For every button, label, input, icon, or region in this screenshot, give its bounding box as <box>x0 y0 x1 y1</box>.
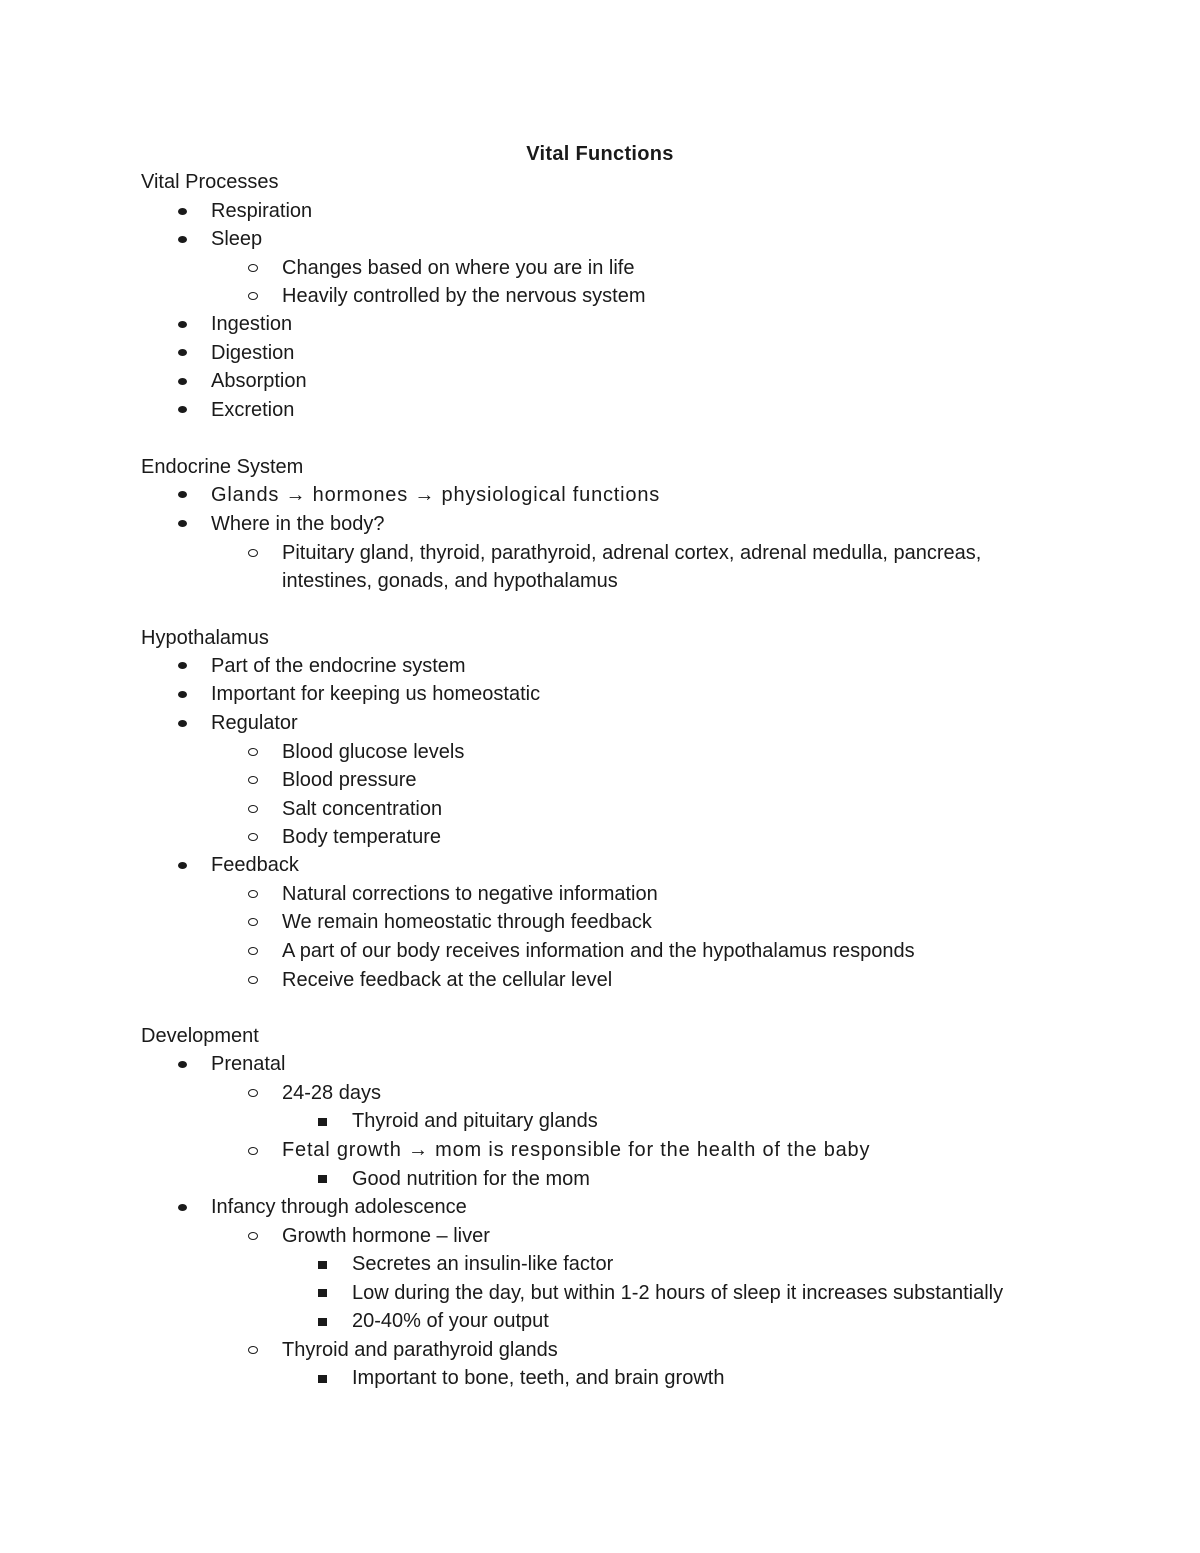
bullet-icon <box>178 1204 187 1211</box>
list-item: Ingestion <box>211 313 293 335</box>
sub-list-item: Fetal growth → mom is responsible for the health of the baby <box>282 1139 871 1161</box>
bullet-icon <box>178 862 187 869</box>
hollow-bullet-icon <box>248 1346 258 1354</box>
bullet-icon <box>178 378 187 385</box>
list-item: Excretion <box>211 399 295 421</box>
square-bullet-icon <box>318 1289 327 1297</box>
sub-list-item: Salt concentration <box>282 798 443 820</box>
list-item: Regulator <box>211 712 298 734</box>
list-item: Glands → hormones → physiological functions <box>211 484 661 506</box>
square-bullet-icon <box>318 1318 327 1326</box>
bullet-icon <box>178 720 187 727</box>
list-item: Prenatal <box>211 1053 286 1075</box>
hollow-bullet-icon <box>248 264 258 272</box>
list-item: Important for keeping us homeostatic <box>211 683 541 705</box>
sub-list-item: A part of our body receives information and the hypothalamus responds <box>282 940 915 962</box>
hollow-bullet-icon <box>248 1089 258 1097</box>
list-item: Part of the endocrine system <box>211 655 466 677</box>
hollow-bullet-icon <box>248 833 258 841</box>
page-title: Vital Functions <box>526 143 674 165</box>
sub-sub-list-item: Low during the day, but within 1-2 hours of sleep it increases substantially <box>352 1282 1004 1304</box>
bullet-icon <box>178 208 187 215</box>
sub-list-item-continuation: intestines, gonads, and hypothalamus <box>282 570 618 592</box>
sub-list-item: 24-28 days <box>282 1082 381 1104</box>
sub-list-item: Changes based on where you are in life <box>282 257 635 279</box>
sub-sub-list-item: Thyroid and pituitary glands <box>352 1110 598 1132</box>
hollow-bullet-icon <box>248 947 258 955</box>
list-item: Absorption <box>211 370 307 392</box>
hollow-bullet-icon <box>248 976 258 984</box>
bullet-icon <box>178 236 187 243</box>
section-heading: Development <box>141 1025 259 1047</box>
hollow-bullet-icon <box>248 776 258 784</box>
section-heading: Vital Processes <box>141 171 279 193</box>
bullet-icon <box>178 1061 187 1068</box>
sub-list-item: Receive feedback at the cellular level <box>282 969 613 991</box>
hollow-bullet-icon <box>248 805 258 813</box>
hollow-bullet-icon <box>248 1232 258 1240</box>
sub-list-item: Natural corrections to negative information <box>282 883 658 905</box>
bullet-icon <box>178 662 187 669</box>
list-item: Digestion <box>211 342 295 364</box>
hollow-bullet-icon <box>248 748 258 756</box>
bullet-icon <box>178 406 187 413</box>
sub-list-item: Blood glucose levels <box>282 741 465 763</box>
bullet-icon <box>178 491 187 498</box>
section-heading: Hypothalamus <box>141 627 269 649</box>
list-item: Sleep <box>211 228 263 250</box>
square-bullet-icon <box>318 1118 327 1126</box>
list-item: Respiration <box>211 200 313 222</box>
bullet-icon <box>178 321 187 328</box>
sub-list-item: Growth hormone – liver <box>282 1225 490 1247</box>
hollow-bullet-icon <box>248 549 258 557</box>
sub-sub-list-item: 20-40% of your output <box>352 1310 549 1332</box>
square-bullet-icon <box>318 1261 327 1269</box>
sub-list-item: Blood pressure <box>282 769 417 791</box>
sub-sub-list-item: Good nutrition for the mom <box>352 1168 590 1190</box>
list-item: Infancy through adolescence <box>211 1196 467 1218</box>
hollow-bullet-icon <box>248 918 258 926</box>
sub-list-item: Body temperature <box>282 826 441 848</box>
hollow-bullet-icon <box>248 1147 258 1155</box>
hollow-bullet-icon <box>248 890 258 898</box>
bullet-icon <box>178 691 187 698</box>
list-item: Feedback <box>211 854 299 876</box>
bullet-icon <box>178 349 187 356</box>
bullet-icon <box>178 520 187 527</box>
sub-sub-list-item: Important to bone, teeth, and brain growth <box>352 1367 725 1389</box>
square-bullet-icon <box>318 1175 327 1183</box>
sub-list-item: Heavily controlled by the nervous system <box>282 285 646 307</box>
sub-list-item: Pituitary gland, thyroid, parathyroid, adrenal cortex, adrenal medulla, pancreas, <box>282 542 982 564</box>
list-item: Where in the body? <box>211 513 385 535</box>
section-heading: Endocrine System <box>141 456 304 478</box>
square-bullet-icon <box>318 1375 327 1383</box>
hollow-bullet-icon <box>248 292 258 300</box>
sub-list-item: We remain homeostatic through feedback <box>282 911 652 933</box>
sub-sub-list-item: Secretes an insulin-like factor <box>352 1253 614 1275</box>
sub-list-item: Thyroid and parathyroid glands <box>282 1339 558 1361</box>
